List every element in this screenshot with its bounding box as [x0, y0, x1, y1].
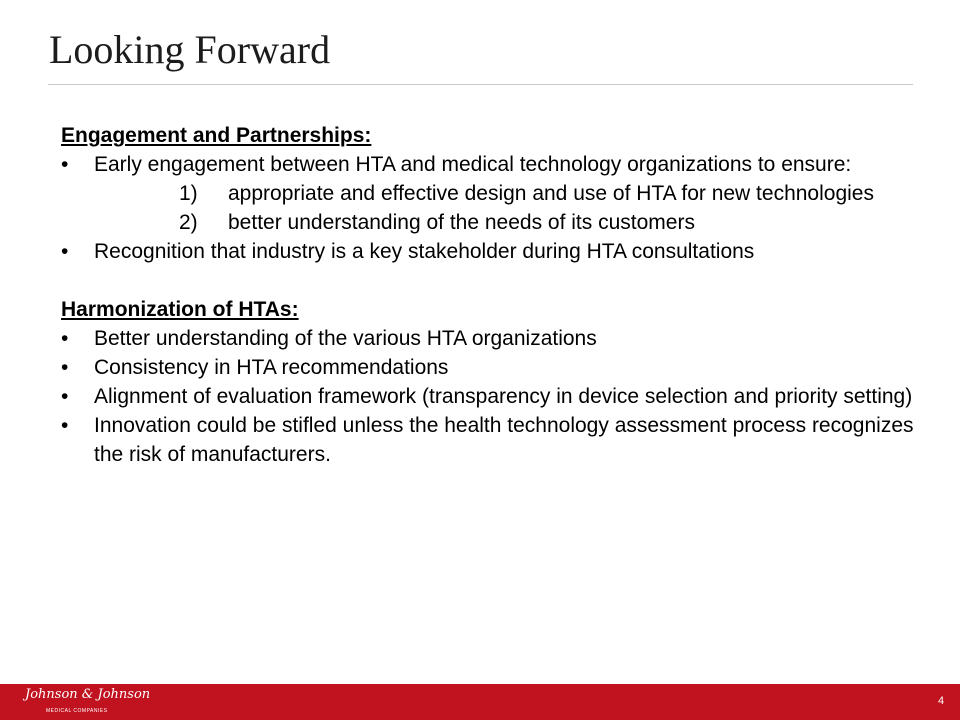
list-item [61, 150, 921, 237]
bullet-text: Innovation could be stifled unless the health technology assessment process recognizes the risk of manufacturers. [94, 414, 914, 466]
section-heading-harmonization: Harmonization of HTAs: [61, 298, 299, 321]
section-heading-engagement: Engagement and Partnerships: [61, 124, 372, 147]
title-divider [48, 84, 913, 85]
bullet-icon: • [61, 356, 69, 379]
footer-bar [0, 684, 960, 720]
numbered-item [94, 208, 921, 237]
numbered-sublist [94, 179, 921, 237]
harmonization-bullet-list [61, 324, 921, 469]
bullet-text: Better understanding of the various HTA organizations [94, 327, 597, 350]
page-number: 4 [938, 695, 945, 707]
bullet-text: Consistency in HTA recommendations [94, 356, 449, 379]
slide-title: Looking Forward [49, 27, 331, 72]
company-logo-subtitle: MEDICAL COMPANIES [46, 708, 108, 714]
bullet-icon: • [61, 327, 69, 350]
bullet-icon: • [61, 153, 69, 176]
numbered-item [94, 179, 921, 208]
list-item [61, 382, 921, 411]
bullet-icon: • [61, 414, 69, 437]
list-item [61, 324, 921, 353]
number-label: 2) [179, 211, 198, 234]
list-item [61, 237, 921, 266]
numbered-item-text: better understanding of the needs of its customers [228, 211, 695, 234]
bullet-text: Early engagement between HTA and medical technology organizations to ensure: [94, 153, 852, 176]
list-item [61, 411, 921, 469]
company-logo: Johnson & Johnson [25, 687, 151, 702]
bullet-icon: • [61, 385, 69, 408]
slide-body [61, 121, 921, 469]
section-spacer [61, 266, 921, 295]
bullet-icon: • [61, 240, 69, 263]
list-item [61, 353, 921, 382]
bullet-text: Recognition that industry is a key stakeholder during HTA consultations [94, 240, 755, 263]
number-label: 1) [179, 182, 198, 205]
engagement-bullet-list [61, 150, 921, 266]
numbered-item-text: appropriate and effective design and use of HTA for new technologies [228, 182, 874, 205]
bullet-text: Alignment of evaluation framework (transparency in device selection and priority setting) [94, 385, 913, 408]
